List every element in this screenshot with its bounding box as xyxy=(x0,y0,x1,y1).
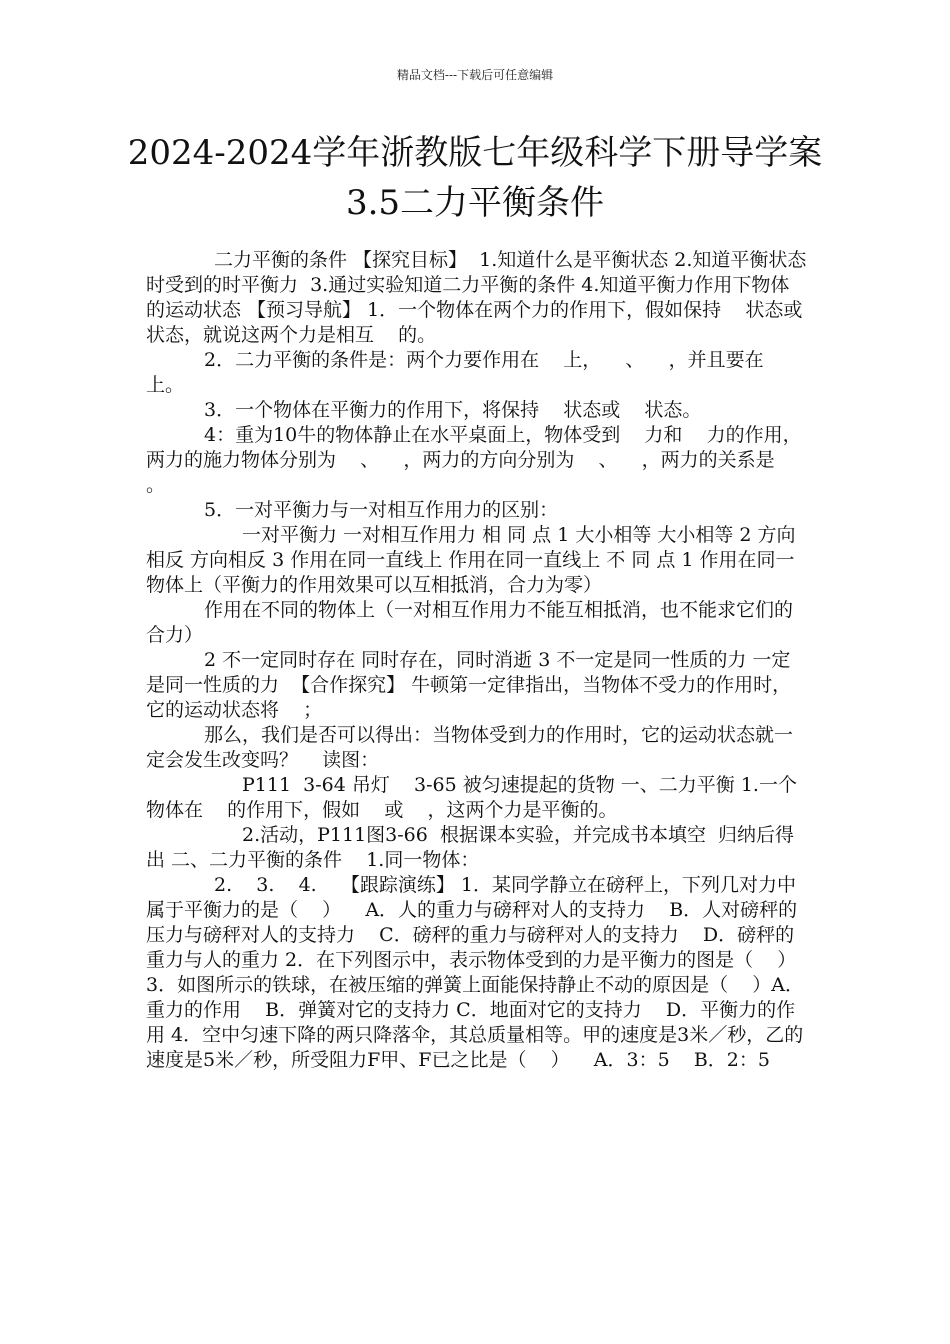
paragraph: 2.活动，P111图3-66 根据课本实验，并完成书本填空 归纳后得出 二、二力平衡的条件 1.同一物体： xyxy=(146,824,795,871)
paragraph: 2 不一定同时存在 同时存在，同时消逝 3 不一定是同一性质的力 一定是同一性质的力 【合作探究】 牛顿第一定律指出，当物体不受力的作用时，它的运动状态将 ； xyxy=(146,649,792,721)
paragraph: 2. 3. 4. 【跟踪演练】 1．某同学静立在磅秤上，下列几对力中属于平衡力的是（ ） A．人的重力与磅秤对人的支持力 B．人对磅秤的压力与磅秤对人的支持力 C．磅秤的重力与磅秤对人的支持力 D．磅秤的重力与人的重力 2．在下列图示中，表示物体受到的力是平衡力的图是（ ） 3．如图所示的铁球，在被压缩的弹簧上面能保持静止不动的原因是（ ）A．重力的作用 B．弹簧对它的支持力 C．地面对它的支持力 D．平衡力的作用 4．空中匀速下降的两只降落伞，其总质量相等。甲的速度是3米／秒，乙的速度是5米／秒，所受阻力F甲、F已之比是（ ） A．3：5 B．2：5 xyxy=(146,874,804,1071)
paragraph: 那么，我们是否可以得出：当物体受到力的作用时，它的运动状态就一定会发生改变吗？ 读图： xyxy=(146,724,794,771)
paragraph: 4：重为10牛的物体静止在水平桌面上，物体受到 力和 力的作用，两力的施力物体分别为 、 ，两力的方向分别为 、 ，两力的关系是 。 xyxy=(146,424,802,496)
paragraph: 5．一对平衡力与一对相互作用力的区别： xyxy=(204,499,559,521)
paragraph: 作用在不同的物体上（一对相互作用力不能互相抵消，也不能求它们的合力） xyxy=(146,599,794,646)
paragraph: P111 3-64 吊灯 3-65 被匀速提起的货物 一、二力平衡 1.一个物体在 的作用下，假如 或 ，这两个力是平衡的。 xyxy=(146,774,797,821)
paragraph: 一对平衡力 一对相互作用力 相 同 点 1 大小相等 大小相等 2 方向相反 方向相反 3 作用在同一直线上 作用在同一直线上 不 同 点 1 作用在同一物体上（平衡力的作用效果可以互相抵消，合力为零） xyxy=(146,524,796,596)
paragraph: 2．二力平衡的条件是：两个力要作用在 上， 、 ，并且要在 上。 xyxy=(146,349,788,396)
header-note: 精品文档---下载后可任意编辑 xyxy=(396,68,554,82)
page-title: 2024-2024学年浙教版七年级科学下册导学案3.5二力平衡条件 xyxy=(127,133,823,223)
paragraph: 二力平衡的条件 【探究目标】 1.知道什么是平衡状态 2.知道平衡状态时受到的时平衡力 3.通过实验知道二力平衡的条件 4.知道平衡力作用下物体的运动状态 【预习导航】 1．一个物体在两个力的作用下，假如保持 状态或 状态，就说这两个力是相互 的。 xyxy=(146,249,827,346)
paragraph: 3．一个物体在平衡力的作用下，将保持 状态或 状态。 xyxy=(204,399,702,421)
document-body xyxy=(146,248,827,1073)
